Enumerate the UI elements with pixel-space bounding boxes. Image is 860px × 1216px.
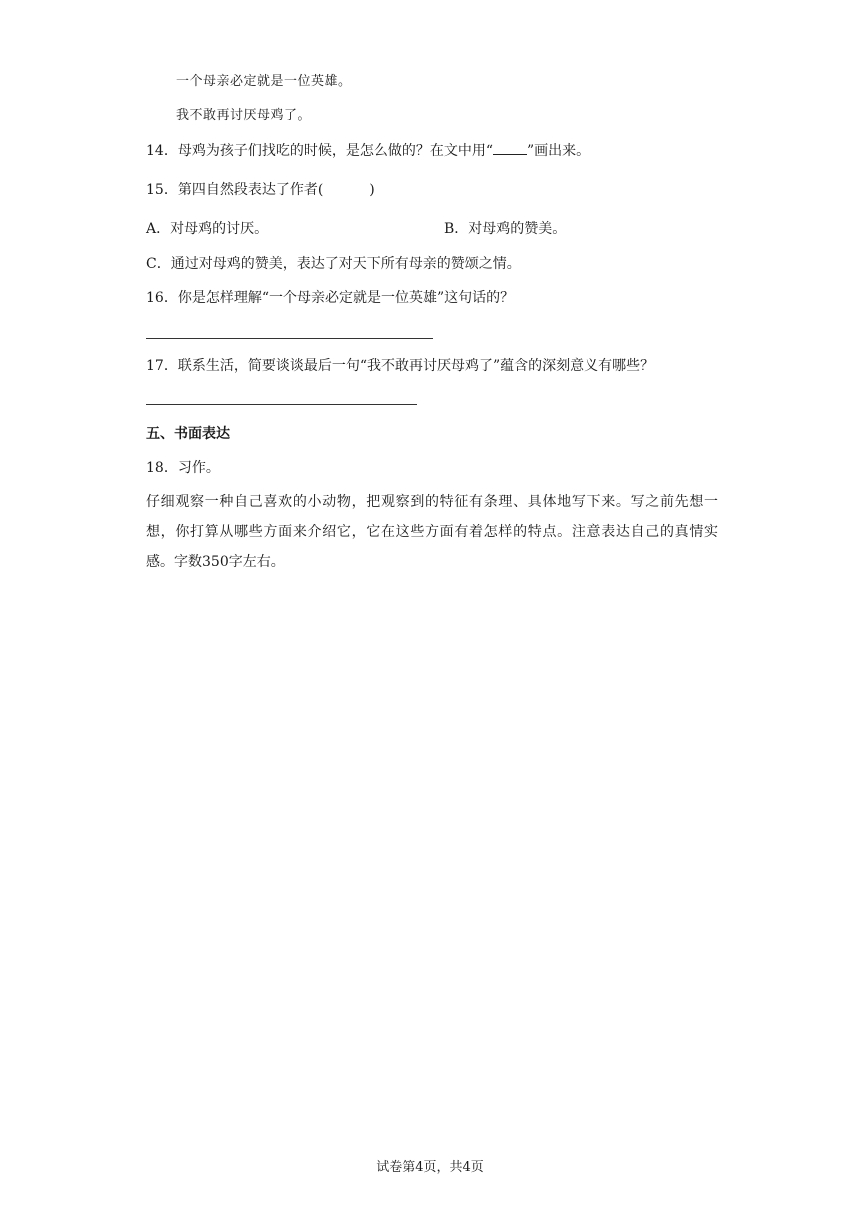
question-16	[146, 288, 514, 308]
question-18-title: 习作。	[177, 460, 220, 476]
writing-prompt: 仔细观察一种自己喜欢的小动物，把观察到的特征有条理、具体地写下来。写之前先想一想，你打算从哪些方面来介绍它，它在这些方面有着怎样的特点。注意表达自己的真情实感。字数350字左右。	[146, 494, 718, 570]
question-18	[146, 458, 220, 478]
question-15-option-c: C．通过对母鸡的赞美，表达了对天下所有母亲的赞颂之情。	[146, 256, 521, 272]
question-15-option-b: B．对母鸡的赞美。	[444, 221, 567, 237]
question-17-answer-line[interactable]	[146, 404, 417, 405]
question-15-text-after: )	[369, 182, 375, 198]
question-17-text: 联系生活，简要谈谈最后一句“我不敢再讨厌母鸡了”蕴含的深刻意义有哪些？	[177, 358, 655, 374]
question-14-number: 14．	[146, 143, 178, 159]
question-17	[146, 356, 654, 376]
question-16-number: 16．	[146, 290, 178, 306]
page-footer: 试卷第4页，共4页	[376, 1160, 484, 1175]
underline-mark-sample	[493, 140, 527, 155]
question-18-number: 18．	[146, 460, 178, 476]
passage-line-hen: 我不敢再讨厌母鸡了。	[176, 108, 312, 123]
question-14-text-before: 母鸡为孩子们找吃的时候，是怎么做的？在文中用“	[177, 143, 493, 159]
question-15-number: 15．	[146, 182, 178, 198]
question-14-text-after: ”画出来。	[526, 143, 591, 159]
question-14	[146, 140, 590, 161]
question-15-text-before: 第四自然段表达了作者(	[177, 182, 324, 198]
question-17-number: 17．	[146, 358, 178, 374]
passage-line-hero: 一个母亲必定就是一位英雄。	[176, 74, 352, 89]
question-16-answer-line[interactable]	[146, 338, 433, 339]
question-15	[146, 180, 375, 200]
question-16-text: 你是怎样理解“一个母亲必定就是一位英雄”这句话的？	[177, 290, 515, 306]
section-5-heading: 五、书面表达	[146, 426, 230, 442]
question-15-option-a: A．对母鸡的讨厌。	[146, 221, 269, 237]
